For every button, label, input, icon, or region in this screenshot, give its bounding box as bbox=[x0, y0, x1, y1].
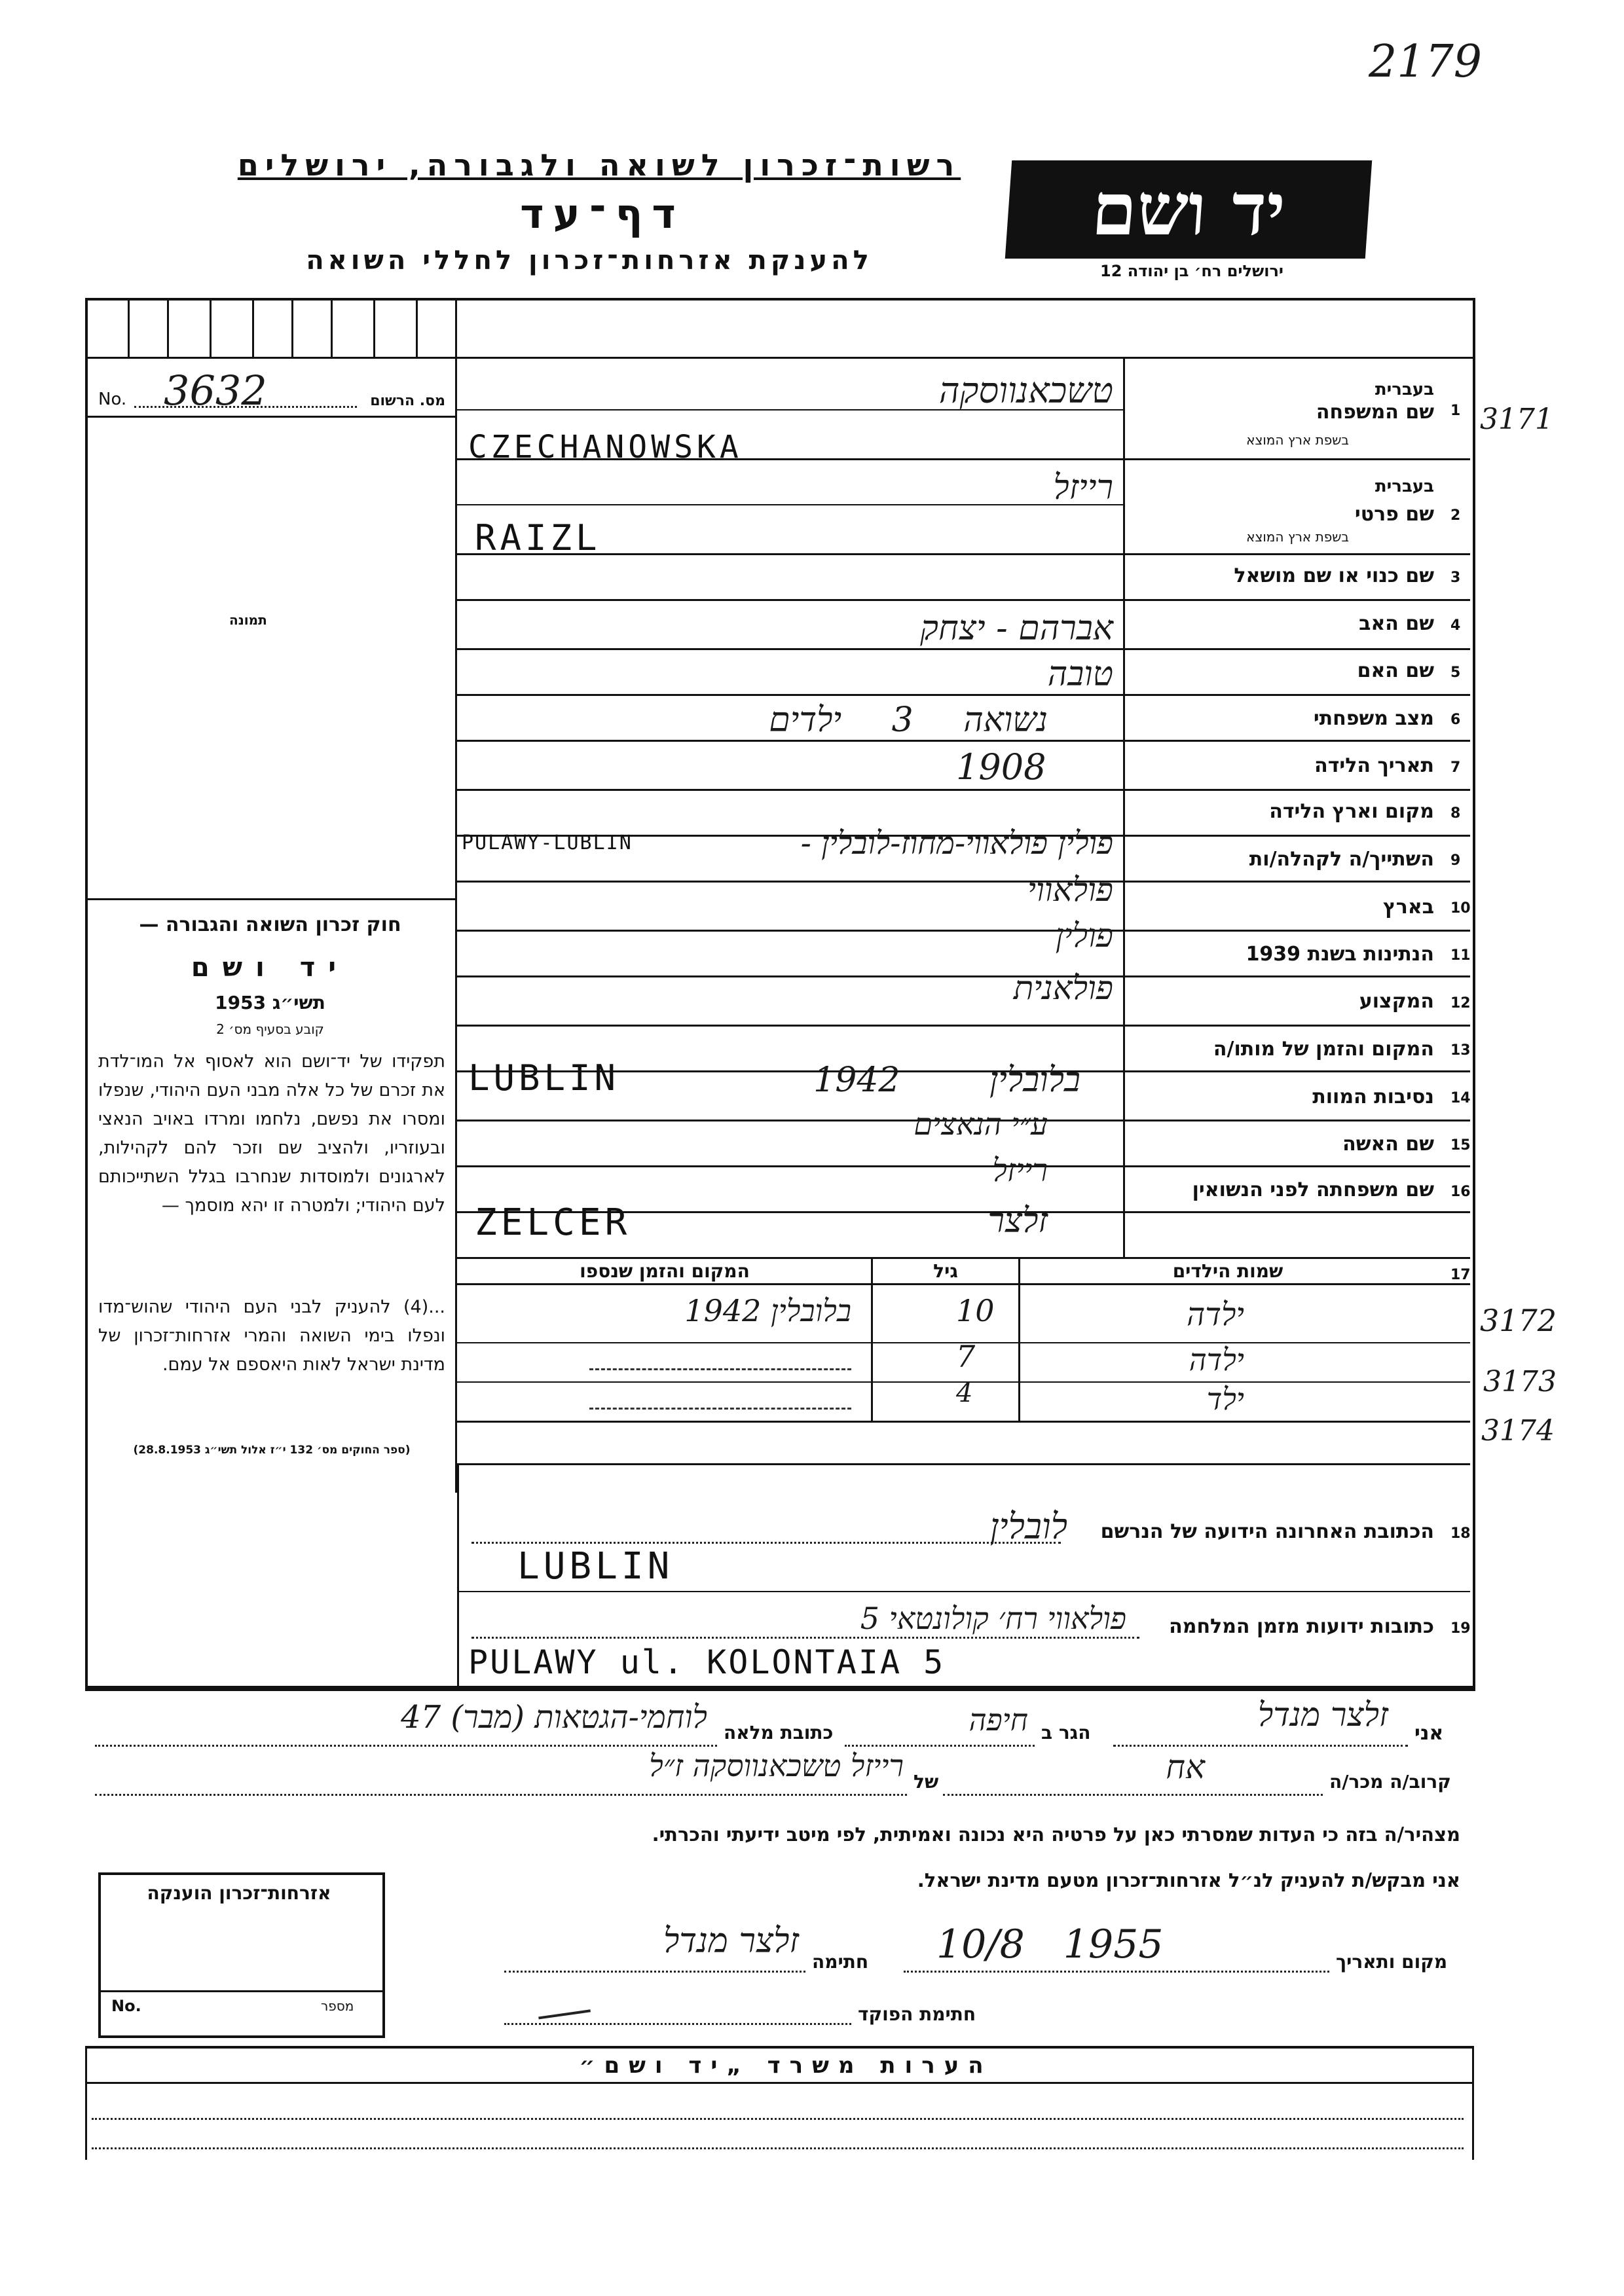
field-10-value: פולין bbox=[1055, 917, 1113, 955]
declaration-of-value: רייזל טשכאנווסקה ז״ל bbox=[649, 1748, 904, 1783]
field-6-label: מצב משפחתי bbox=[1313, 707, 1434, 730]
field-3-num: 3 bbox=[1450, 570, 1461, 586]
law-paragraph-2: ...(4) להעניק לבני העם היהודי שהוש־מדו ונפלו בימי השואה והמרי אזרחות־זכרון של מדינת ישראל לאות היאספם אל עמם. bbox=[98, 1297, 445, 1375]
page-number: 2179 bbox=[1369, 36, 1483, 88]
law-name: יד ושם bbox=[191, 953, 350, 983]
field-1-label: שם המשפחה bbox=[1316, 401, 1434, 424]
place-date-value: 10/8 1955 bbox=[936, 1922, 1164, 1967]
field-10-num: 10 bbox=[1450, 900, 1471, 917]
field-8-num: 8 bbox=[1450, 805, 1461, 822]
child-3-age: 4 bbox=[956, 1378, 973, 1408]
field-16-num: 16 bbox=[1450, 1184, 1471, 1200]
field-2-sub-origin: בשפת ארץ המוצא bbox=[1246, 529, 1349, 545]
field-2-sub-hebrew: בעברית bbox=[1375, 477, 1434, 496]
children-header-place: המקום והזמן שנספו bbox=[580, 1260, 750, 1282]
field-5-label: שם האם bbox=[1357, 659, 1434, 682]
field-1-margin-note: 3171 bbox=[1480, 403, 1553, 436]
field-19-latin-value: PULAWY ul. KOLONTAIA 5 bbox=[468, 1643, 946, 1681]
yad-vashem-logo bbox=[1005, 160, 1372, 259]
field-13-latin-value: LUBLIN bbox=[468, 1057, 620, 1099]
field-19-label: כתובות ידועות מזמן המלחמה bbox=[1169, 1615, 1434, 1638]
form-subtitle: להענקת אזרחות־זכרון לחללי השואה bbox=[306, 246, 873, 276]
field-15-value: רייזל bbox=[992, 1152, 1048, 1189]
field-17-num: 17 bbox=[1450, 1267, 1471, 1283]
field-1-hebrew-value: טשכאנווסקה bbox=[938, 370, 1113, 411]
place-date-label: מקום ותאריך bbox=[1336, 1951, 1448, 1973]
address: ירושלים רח׳ בן יהודה 12 bbox=[1100, 262, 1283, 280]
children-header-names: שמות הילדים bbox=[1172, 1260, 1283, 1282]
field-7-value: 1908 bbox=[956, 746, 1046, 788]
field-19-num: 19 bbox=[1450, 1620, 1471, 1637]
field-7-label: תאריך הלידה bbox=[1314, 754, 1434, 777]
field-18-num: 18 bbox=[1450, 1525, 1471, 1542]
authority-title: רשות־זכרון לשואה ולגבורה, ירושלים bbox=[237, 147, 961, 183]
officer-signature-label: חתימת הפוקד bbox=[858, 2003, 976, 2025]
field-1-sub-hebrew: בעברית bbox=[1375, 380, 1434, 399]
law-title: חוק זכרון השואה והגבורה — bbox=[139, 913, 401, 936]
children-header-age: גיל bbox=[933, 1260, 958, 1282]
child-3-place-ditto bbox=[589, 1408, 851, 1410]
field-12-label: המקצוע bbox=[1359, 990, 1434, 1013]
field-11-num: 11 bbox=[1450, 947, 1471, 964]
signature-value: זלצר מנדל bbox=[663, 1922, 799, 1961]
field-13-value: בלובלין 1942 bbox=[813, 1061, 1080, 1100]
registration-number: 3632 bbox=[164, 367, 267, 414]
field-4-label: שם האב bbox=[1359, 612, 1434, 635]
field-16-value: זלצר bbox=[987, 1201, 1048, 1241]
field-4-num: 4 bbox=[1450, 617, 1461, 634]
field-10-label: בארץ bbox=[1382, 896, 1434, 919]
declaration-address-label: כתובת מלאה bbox=[724, 1722, 834, 1743]
field-13-label: המקום והזמן של מותו/ה bbox=[1213, 1038, 1434, 1061]
field-14-num: 14 bbox=[1450, 1090, 1471, 1106]
field-1-sub-origin: בשפת ארץ המוצא bbox=[1246, 432, 1349, 448]
field-6-value: נשואה 3 ילדים bbox=[769, 701, 1048, 740]
signature-label: חתימה bbox=[812, 1951, 869, 1973]
field-16-latin-value: ZELCER bbox=[475, 1201, 631, 1244]
declaration-statement-2: אני מבקש/ת להעניק לנ״ל אזרחות־זכרון מטעם מדינת ישראל. bbox=[917, 1869, 1460, 1891]
citizenship-box-number-label: מספר bbox=[321, 1998, 354, 2014]
field-15-num: 15 bbox=[1450, 1137, 1471, 1154]
field-9-label: השתייך/ה לקהלה/ות bbox=[1249, 848, 1434, 871]
field-3-label: שם כנוי או שם מושאל bbox=[1234, 564, 1434, 587]
declaration-name: זלצר מנדל bbox=[1257, 1696, 1388, 1734]
field-2-num: 2 bbox=[1450, 507, 1461, 524]
field-15-label: שם האשה bbox=[1342, 1133, 1434, 1156]
child-2-margin-note: 3173 bbox=[1483, 1365, 1557, 1398]
field-8-latin-value: PULAWY-LUBLIN bbox=[462, 831, 633, 854]
child-3-name: ילד bbox=[1206, 1381, 1244, 1417]
field-8-label: מקום וארץ הלידה bbox=[1269, 800, 1434, 823]
declaration-lives-label: הגר ב bbox=[1041, 1722, 1091, 1743]
child-3-margin-note: 3174 bbox=[1481, 1414, 1555, 1448]
law-year: תשי״ג 1953 bbox=[215, 992, 325, 1013]
field-9-value: פולאווי bbox=[1027, 871, 1113, 909]
child-2-place-ditto bbox=[589, 1368, 851, 1370]
field-1-num: 1 bbox=[1450, 403, 1461, 419]
field-12-num: 12 bbox=[1450, 995, 1471, 1011]
declaration-lives-value: חיפה bbox=[969, 1702, 1028, 1738]
field-11-label: הנתינות בשנת 1939 bbox=[1246, 943, 1434, 966]
declaration-of-label: של bbox=[913, 1771, 939, 1793]
declaration-statement-1: מצהיר/ה בזה כי העדות שמסרתי כאן על פרטיה היא נכונה ואמיתית, לפי מיטב ידיעתי והכרתי. bbox=[652, 1823, 1460, 1846]
child-2-name: ילדה bbox=[1189, 1342, 1244, 1377]
field-2-label: שם פרטי bbox=[1354, 503, 1434, 526]
field-7-num: 7 bbox=[1450, 759, 1461, 776]
child-1-name: ילדה bbox=[1187, 1296, 1244, 1333]
field-9-num: 9 bbox=[1450, 852, 1461, 869]
citizenship-box-no: No. bbox=[111, 1997, 141, 2015]
officer-signature-mark bbox=[536, 1990, 591, 2020]
declaration-i-label: אני bbox=[1414, 1722, 1444, 1745]
field-2-hebrew-value: רייזל bbox=[1053, 468, 1113, 507]
field-5-num: 5 bbox=[1450, 665, 1461, 681]
declaration-relation-label: קרוב/ה מכר/ה bbox=[1329, 1771, 1451, 1793]
field-18-label: הכתובת האחרונה הידועה של הנרשם bbox=[1100, 1520, 1434, 1543]
field-13-num: 13 bbox=[1450, 1042, 1471, 1059]
logo-text: יד ושם bbox=[1089, 167, 1288, 251]
remarks-title: הערות משרד „יד ושם״ bbox=[579, 2052, 993, 2079]
field-11-value: פולאנית bbox=[1013, 969, 1113, 1007]
law-clause: קובע בסעיף מס׳ 2 bbox=[216, 1021, 324, 1037]
field-8-value: פולין פולאווי-מחוז-לובלין - bbox=[800, 825, 1113, 862]
field-18-value: לובלין bbox=[989, 1506, 1067, 1547]
field-16-label: שם משפחתה לפני הנשואין bbox=[1192, 1178, 1434, 1201]
field-2-latin-value: RAIZL bbox=[475, 517, 601, 558]
field-18-latin-value: LUBLIN bbox=[517, 1545, 674, 1588]
registration-label: מס. הרשום bbox=[370, 393, 445, 409]
field-4-value: אברהם - יצחק bbox=[920, 609, 1113, 648]
child-1-margin-note: 3172 bbox=[1480, 1303, 1557, 1338]
law-paragraph-1: תפקידו של יד־ושם הוא לאסוף אל המו־לדת את זכרם של כל אלה מבני העם היהודי, שנפלו ומסרו את נפשם, נלחמו ומרדו באויב הנאצי ובעוזריו, ולהציב שם וזכר להם לקהילות, לארגונים ולמוסדות שנחרבו בגלל השתייכותם לעם היהודי; ולמטרה זו יהא מוסמך — bbox=[98, 1051, 445, 1216]
registration-no-prefix: No. bbox=[98, 390, 127, 409]
law-source: (ספר החוקים מס׳ 132 י״ז אלול תשי״ג 28.8.1953) bbox=[133, 1444, 411, 1457]
declaration-address-value: לוחמי-הגטאות (מבר) 47 bbox=[401, 1699, 707, 1736]
child-1-age: 10 bbox=[956, 1293, 995, 1328]
citizenship-box-title: אזרחות־זכרון הוענקה bbox=[147, 1882, 331, 1904]
field-14-label: נסיבות המוות bbox=[1312, 1085, 1434, 1108]
child-1-place: בלובלין 1942 bbox=[684, 1293, 851, 1328]
form-title: דף־עד bbox=[520, 190, 685, 238]
photo-label: תמונה bbox=[229, 612, 267, 628]
field-14-value: ע״י הנאצים bbox=[913, 1106, 1048, 1142]
field-1-latin-value: CZECHANOWSKA bbox=[468, 429, 743, 465]
declaration-relation-value: אח bbox=[1166, 1748, 1205, 1786]
field-5-value: טובה bbox=[1047, 655, 1113, 694]
child-2-age: 7 bbox=[956, 1339, 976, 1374]
field-19-value: פולאווי רח׳ קולונטאי 5 bbox=[860, 1601, 1126, 1636]
field-6-num: 6 bbox=[1450, 712, 1461, 728]
